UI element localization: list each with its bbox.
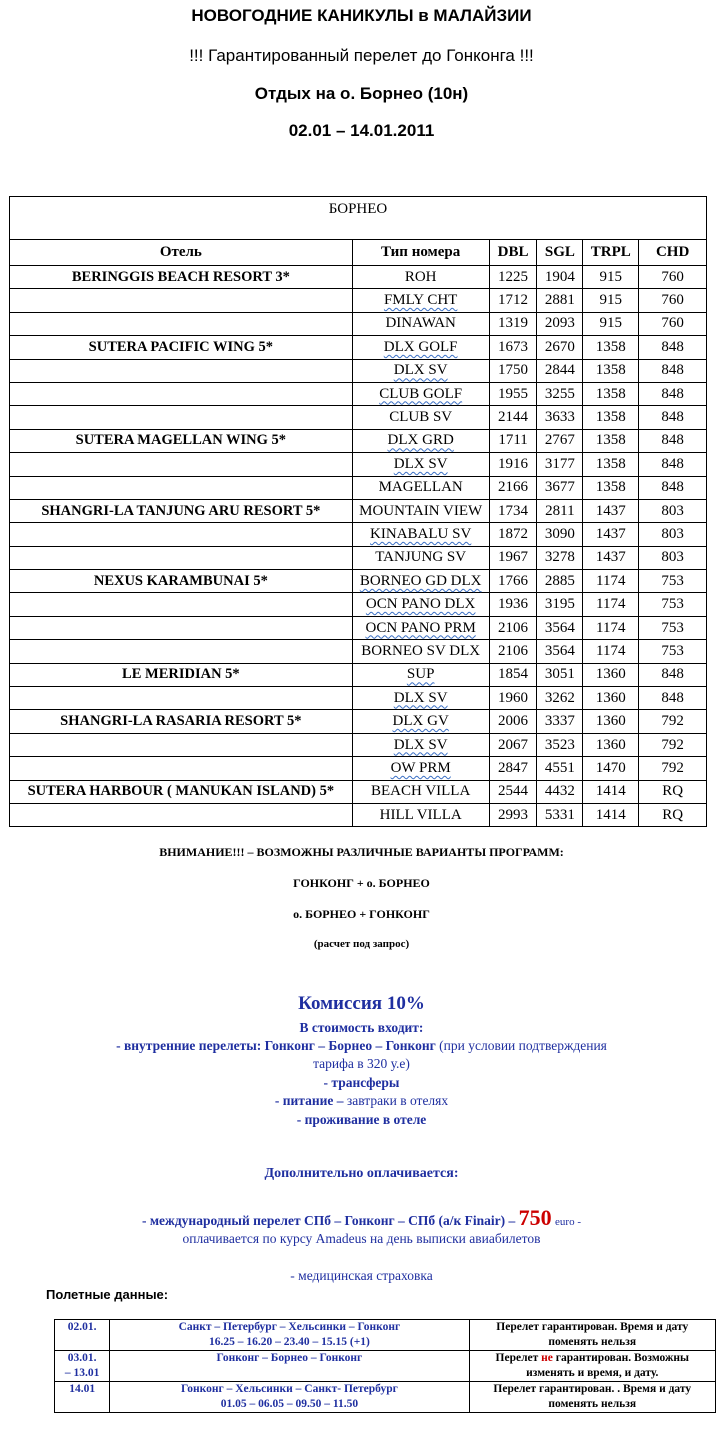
table-row [10, 733, 707, 756]
table-row [10, 616, 707, 639]
price-trpl-cell: 1437 [583, 499, 639, 522]
price-dbl-cell: 2106 [489, 640, 537, 663]
price-trpl-cell: 1358 [583, 476, 639, 499]
room-type-cell: CLUB SV [352, 406, 489, 429]
price-dbl-cell: 2166 [489, 476, 537, 499]
included-flights-text: - внутренние перелеты: Гонконг – Борнео – Гонконг [116, 1038, 436, 1053]
price-trpl-cell: 1414 [583, 803, 639, 826]
price-dbl-cell: 2067 [489, 733, 537, 756]
price-dbl-cell: 1673 [489, 336, 537, 359]
price-trpl-cell: 1358 [583, 382, 639, 405]
flight-route-text: Гонконг – Борнео – Гонконг [216, 1352, 363, 1364]
price-chd-cell: RQ [639, 803, 707, 826]
room-type-cell: MAGELLAN [352, 476, 489, 499]
flight-times-text: 16.25 – 16.20 – 23.40 – 15.15 (+1) [208, 1336, 370, 1348]
price-chd-cell: 760 [639, 289, 707, 312]
dates-heading: 02.01 – 14.01.2011 [288, 121, 435, 140]
hotel-name-cell [10, 546, 353, 569]
extra-rate-note: оплачивается по курсу Amadeus на день выписки авиабилетов [182, 1231, 541, 1246]
room-type-cell: OW PRM [352, 757, 489, 780]
price-trpl-cell: 1470 [583, 757, 639, 780]
price-trpl-cell: 915 [583, 289, 639, 312]
room-type-cell: DLX SV [352, 359, 489, 382]
flight-status-not: не [541, 1352, 553, 1364]
price-sgl-cell: 3177 [537, 453, 583, 476]
room-type-cell: CLUB GOLF [352, 382, 489, 405]
room-type-cell: TANJUNG SV [352, 546, 489, 569]
flight-row [55, 1382, 716, 1413]
included-heading: В стоимость входит: [299, 1020, 424, 1035]
flight-route-text: Санкт – Петербург – Хельсинки – Гонконг [178, 1321, 401, 1333]
price-trpl-cell: 1360 [583, 710, 639, 733]
price-sgl-cell: 3564 [537, 640, 583, 663]
price-trpl-cell: 915 [583, 266, 639, 289]
hotel-name-cell [10, 406, 353, 429]
price-dbl-cell: 2106 [489, 616, 537, 639]
price-sgl-cell: 3677 [537, 476, 583, 499]
price-dbl-cell: 1854 [489, 663, 537, 686]
price-trpl-cell: 1174 [583, 640, 639, 663]
hotel-name-cell [10, 476, 353, 499]
price-chd-cell: 792 [639, 710, 707, 733]
hotel-name-cell: SHANGRI-LA TANJUNG ARU RESORT 5* [10, 499, 353, 522]
price-chd-cell: 848 [639, 429, 707, 452]
destination-heading: Отдых на о. Борнео (10н) [254, 84, 469, 103]
hotel-name-cell [10, 640, 353, 663]
table-row [10, 710, 707, 733]
included-transfers: - трансферы [323, 1075, 400, 1090]
room-type-cell: DINAWAN [352, 312, 489, 335]
flight-table [54, 1319, 716, 1413]
price-chd-cell: 792 [639, 733, 707, 756]
room-type-cell: KINABALU SV [352, 523, 489, 546]
room-type-cell: BEACH VILLA [352, 780, 489, 803]
extra-price: 750 [518, 1205, 552, 1230]
price-dbl-cell: 1712 [489, 289, 537, 312]
room-type-cell: SUP [352, 663, 489, 686]
price-dbl-cell: 1967 [489, 546, 537, 569]
price-trpl-cell: 1360 [583, 663, 639, 686]
price-dbl-cell: 1960 [489, 687, 537, 710]
hotel-name-cell: SUTERA MAGELLAN WING 5* [10, 429, 353, 452]
hotel-name-cell [10, 733, 353, 756]
room-type-cell: FMLY CHT [352, 289, 489, 312]
hotel-name-cell [10, 289, 353, 312]
price-sgl-cell: 3633 [537, 406, 583, 429]
hotel-name-cell: SUTERA HARBOUR ( MANUKAN ISLAND) 5* [10, 780, 353, 803]
price-dbl-cell: 1319 [489, 312, 537, 335]
included-flights-note-2: тарифа в 320 у.е) [313, 1056, 410, 1071]
program-option-2: о. БОРНЕО + ГОНКОНГ [293, 907, 430, 921]
price-chd-cell: 803 [639, 499, 707, 522]
table-row [10, 570, 707, 593]
programs-warning: ВНИМАНИЕ!!! – ВОЗМОЖНЫ РАЗЛИЧНЫЕ ВАРИАНТЫ ПРОГРАММ: [159, 845, 564, 859]
price-dbl-cell: 1225 [489, 266, 537, 289]
price-sgl-cell: 4551 [537, 757, 583, 780]
price-sgl-cell: 5331 [537, 803, 583, 826]
table-row [10, 640, 707, 663]
price-sgl-cell: 2093 [537, 312, 583, 335]
col-header-room: Тип номера [352, 240, 489, 266]
price-trpl-cell: 1437 [583, 546, 639, 569]
price-chd-cell: 848 [639, 663, 707, 686]
flight-status-prefix: Перелет [495, 1352, 539, 1364]
price-chd-cell: 848 [639, 406, 707, 429]
price-chd-cell: 848 [639, 453, 707, 476]
price-chd-cell: 848 [639, 359, 707, 382]
flight-status [469, 1351, 716, 1382]
flight-status [469, 1382, 716, 1413]
price-sgl-cell: 2811 [537, 499, 583, 522]
price-trpl-cell: 1358 [583, 429, 639, 452]
price-chd-cell: 753 [639, 616, 707, 639]
room-type-cell: OCN PANO DLX [352, 593, 489, 616]
price-dbl-cell: 2847 [489, 757, 537, 780]
table-row [10, 780, 707, 803]
flight-date-text: 03.01. [67, 1352, 97, 1364]
extra-currency: euro - [555, 1216, 582, 1228]
extra-heading: Дополнительно оплачивается: [264, 1166, 459, 1181]
hotel-name-cell [10, 359, 353, 382]
flight-status [469, 1320, 716, 1351]
price-sgl-cell: 3051 [537, 663, 583, 686]
price-chd-cell: 753 [639, 593, 707, 616]
flight-status-line1: Перелет гарантирован. Время и дату [496, 1321, 689, 1333]
hotel-name-cell [10, 312, 353, 335]
room-type-cell: BORNEO GD DLX [352, 570, 489, 593]
table-row [10, 266, 707, 289]
included-meals-text: завтраки в отелях [346, 1093, 449, 1108]
price-dbl-cell: 1750 [489, 359, 537, 382]
price-trpl-cell: 1358 [583, 336, 639, 359]
flight-date-text: 02.01. [67, 1321, 97, 1333]
flight-date [55, 1351, 110, 1382]
included-meals [0, 1093, 723, 1109]
flight-status-line1: Перелет гарантирован. . Время и дату [493, 1383, 692, 1395]
included-flights-note: (при условии подтверждения [439, 1038, 607, 1053]
hotel-name-cell: BERINGGIS BEACH RESORT 3* [10, 266, 353, 289]
col-header-trpl: TRPL [583, 240, 639, 266]
price-trpl-cell: 1174 [583, 616, 639, 639]
price-chd-cell: 760 [639, 266, 707, 289]
table-row [10, 429, 707, 452]
price-sgl-cell: 2767 [537, 429, 583, 452]
price-sgl-cell: 3090 [537, 523, 583, 546]
price-dbl-cell: 1936 [489, 593, 537, 616]
room-type-cell: DLX SV [352, 733, 489, 756]
flight-route [110, 1351, 469, 1382]
room-type-cell: ROH [352, 266, 489, 289]
table-row [10, 687, 707, 710]
price-chd-cell: 848 [639, 382, 707, 405]
price-trpl-cell: 1360 [583, 687, 639, 710]
room-type-cell: DLX GRD [352, 429, 489, 452]
table-row [10, 757, 707, 780]
price-sgl-cell: 2885 [537, 570, 583, 593]
price-dbl-cell: 2144 [489, 406, 537, 429]
price-sgl-cell: 4432 [537, 780, 583, 803]
table-row [10, 289, 707, 312]
commission-heading: Комиссия 10% [298, 993, 425, 1014]
flight-date [55, 1382, 110, 1413]
price-chd-cell: 753 [639, 570, 707, 593]
price-sgl-cell: 3195 [537, 593, 583, 616]
included-flights [0, 1038, 723, 1054]
price-sgl-cell: 3564 [537, 616, 583, 639]
flight-data-title: Полетные данные: [46, 1287, 169, 1302]
table-region-title: БОРНЕО [10, 197, 707, 240]
hotel-name-cell [10, 523, 353, 546]
table-row [10, 499, 707, 522]
hotel-name-cell [10, 616, 353, 639]
room-type-cell: DLX GOLF [352, 336, 489, 359]
price-sgl-cell: 2881 [537, 289, 583, 312]
flight-status-line2: поменять нельзя [548, 1336, 637, 1348]
price-trpl-cell: 1358 [583, 453, 639, 476]
flight-date [55, 1320, 110, 1351]
flight-times-text: 01.05 – 06.05 – 09.50 – 11.50 [220, 1398, 359, 1410]
table-row [10, 406, 707, 429]
extra-intl-flight [0, 1205, 723, 1231]
extra-intl-flight-text: - международный перелет СПб – Гонконг – СПб (а/к Finair) – [141, 1213, 516, 1228]
price-sgl-cell: 3278 [537, 546, 583, 569]
col-header-chd: CHD [639, 240, 707, 266]
flight-route [110, 1320, 469, 1351]
price-dbl-cell: 2006 [489, 710, 537, 733]
col-header-hotel: Отель [10, 240, 353, 266]
price-dbl-cell: 2544 [489, 780, 537, 803]
hotel-name-cell: NEXUS KARAMBUNAI 5* [10, 570, 353, 593]
page-title: НОВОГОДНИЕ КАНИКУЛЫ в МАЛАЙЗИИ [191, 6, 532, 25]
price-dbl-cell: 1955 [489, 382, 537, 405]
flight-row [55, 1320, 716, 1351]
table-row [10, 593, 707, 616]
hotel-name-cell [10, 382, 353, 405]
flight-status-line2: поменять нельзя [548, 1398, 637, 1410]
hotel-name-cell [10, 687, 353, 710]
included-meals-label: - питание – [274, 1093, 344, 1108]
price-chd-cell: RQ [639, 780, 707, 803]
table-row [10, 336, 707, 359]
room-type-cell: DLX SV [352, 453, 489, 476]
price-trpl-cell: 1358 [583, 359, 639, 382]
price-dbl-cell: 1711 [489, 429, 537, 452]
flight-route [110, 1382, 469, 1413]
table-row [10, 476, 707, 499]
table-row [10, 312, 707, 335]
price-trpl-cell: 1174 [583, 593, 639, 616]
hotel-name-cell: LE MERIDIAN 5* [10, 663, 353, 686]
flight-date-text: 14.01 [69, 1383, 96, 1395]
price-chd-cell: 848 [639, 687, 707, 710]
price-trpl-cell: 1358 [583, 406, 639, 429]
price-chd-cell: 753 [639, 640, 707, 663]
price-dbl-cell: 1766 [489, 570, 537, 593]
price-sgl-cell: 3262 [537, 687, 583, 710]
extra-insurance: - медицинская страховка [290, 1268, 433, 1283]
price-sgl-cell: 3337 [537, 710, 583, 733]
on-request-note: (расчет под запрос) [313, 938, 410, 950]
page-subtitle: !!! Гарантированный перелет до Гонконга !!! [189, 46, 534, 65]
price-chd-cell: 803 [639, 546, 707, 569]
table-row [10, 359, 707, 382]
room-type-cell: DLX GV [352, 710, 489, 733]
hotel-name-cell: SHANGRI-LA RASARIA RESORT 5* [10, 710, 353, 733]
hotel-name-cell [10, 757, 353, 780]
table-row [10, 803, 707, 826]
price-dbl-cell: 1734 [489, 499, 537, 522]
hotel-name-cell [10, 803, 353, 826]
hotel-name-cell: SUTERA PACIFIC WING 5* [10, 336, 353, 359]
col-header-sgl: SGL [537, 240, 583, 266]
price-dbl-cell: 1916 [489, 453, 537, 476]
price-sgl-cell: 3255 [537, 382, 583, 405]
table-row [10, 382, 707, 405]
hotel-name-cell [10, 453, 353, 476]
col-header-dbl: DBL [489, 240, 537, 266]
table-row [10, 523, 707, 546]
price-sgl-cell: 3523 [537, 733, 583, 756]
table-row [10, 663, 707, 686]
price-table [9, 196, 707, 827]
room-type-cell: DLX SV [352, 687, 489, 710]
price-chd-cell: 848 [639, 476, 707, 499]
price-sgl-cell: 1904 [537, 266, 583, 289]
room-type-cell: OCN PANO PRM [352, 616, 489, 639]
flight-status-rest: гарантирован. Возможны изменять и время, и дату. [526, 1352, 689, 1379]
price-dbl-cell: 2993 [489, 803, 537, 826]
price-dbl-cell: 1872 [489, 523, 537, 546]
flight-row [55, 1351, 716, 1382]
price-trpl-cell: 1414 [583, 780, 639, 803]
flight-date-text-2: – 13.01 [64, 1367, 100, 1379]
flight-route-text: Гонконг – Хельсинки – Санкт- Петербург [180, 1383, 398, 1395]
price-trpl-cell: 1437 [583, 523, 639, 546]
price-chd-cell: 792 [639, 757, 707, 780]
price-trpl-cell: 1174 [583, 570, 639, 593]
price-sgl-cell: 2670 [537, 336, 583, 359]
room-type-cell: MOUNTAIN VIEW [352, 499, 489, 522]
included-stay: - проживание в отеле [296, 1112, 427, 1127]
price-trpl-cell: 1360 [583, 733, 639, 756]
table-row [10, 453, 707, 476]
price-chd-cell: 848 [639, 336, 707, 359]
table-row [10, 546, 707, 569]
price-trpl-cell: 915 [583, 312, 639, 335]
room-type-cell: HILL VILLA [352, 803, 489, 826]
price-sgl-cell: 2844 [537, 359, 583, 382]
price-chd-cell: 760 [639, 312, 707, 335]
hotel-name-cell [10, 593, 353, 616]
room-type-cell: BORNEO SV DLX [352, 640, 489, 663]
price-chd-cell: 803 [639, 523, 707, 546]
program-option-1: ГОНКОНГ + о. БОРНЕО [293, 876, 430, 890]
